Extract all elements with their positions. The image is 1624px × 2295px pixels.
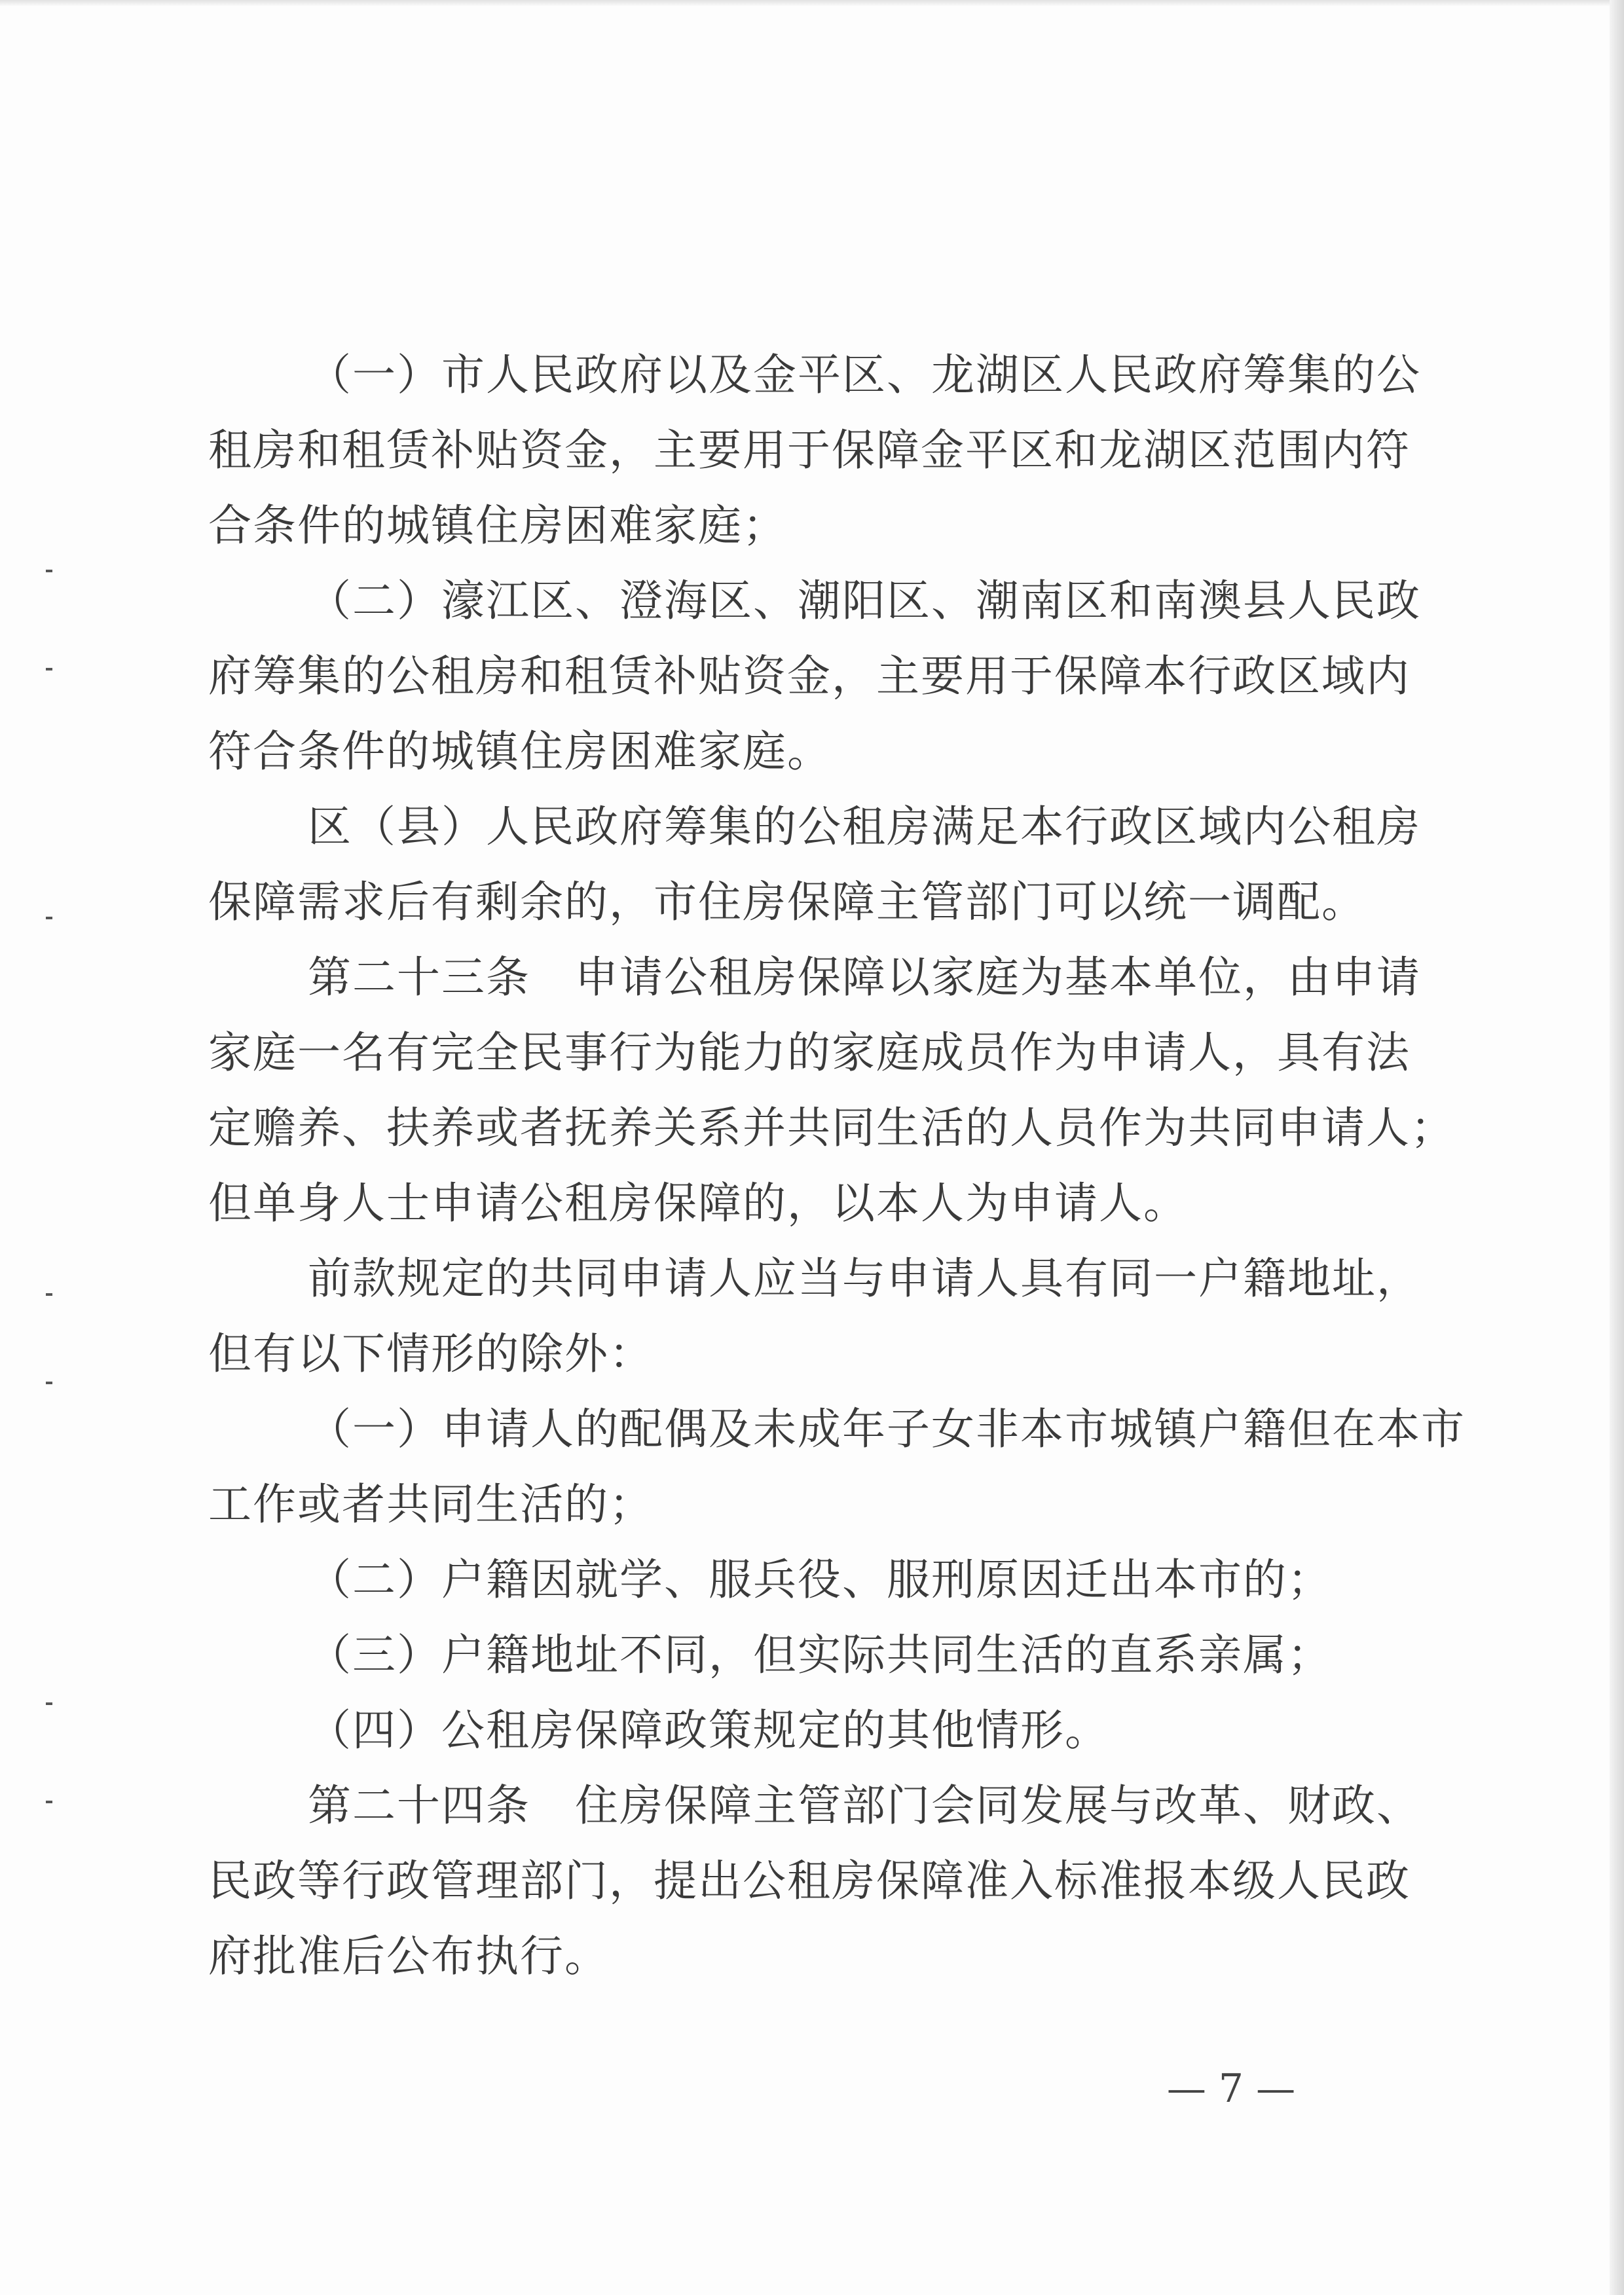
text-line: 府筹集的公租房和租赁补贴资金，主要用于保障本行政区域内 xyxy=(208,651,1411,701)
margin-mark xyxy=(46,1382,52,1384)
text-line: （三）户籍地址不同，但实际共同生活的直系亲属； xyxy=(308,1630,1332,1680)
margin-mark xyxy=(46,570,52,572)
text-line: 但单身人士申请公租房保障的，以本人为申请人。 xyxy=(208,1178,1188,1228)
text-line: 第二十四条 住房保障主管部门会同发展与改革、财政、 xyxy=(308,1780,1421,1831)
scan-right-edge xyxy=(1610,0,1624,2295)
text-line: 民政等行政管理部门，提出公租房保障准入标准报本级人民政 xyxy=(208,1856,1411,1906)
text-line: 家庭一名有完全民事行为能力的家庭成员作为申请人，具有法 xyxy=(208,1027,1411,1078)
page-number: — 7 — xyxy=(1166,2066,1296,2112)
text-line: 前款规定的共同申请人应当与申请人具有同一户籍地址， xyxy=(308,1253,1421,1304)
text-line: 租房和租赁补贴资金，主要用于保障金平区和龙湖区范围内符 xyxy=(208,425,1411,475)
text-line: 定赡养、扶养或者抚养关系并共同生活的人员作为共同申请人； xyxy=(208,1103,1455,1153)
margin-mark xyxy=(46,1801,52,1803)
text-line: 工作或者共同生活的； xyxy=(208,1479,654,1530)
text-line: 保障需求后有剩余的，市住房保障主管部门可以统一调配。 xyxy=(208,877,1366,927)
margin-mark xyxy=(46,917,52,919)
margin-mark xyxy=(46,1293,52,1296)
scan-top-edge xyxy=(0,0,1624,7)
text-line: 第二十三条 申请公租房保障以家庭为基本单位，由申请 xyxy=(308,952,1421,1002)
text-line: 但有以下情形的除外： xyxy=(208,1329,654,1379)
text-line: （四）公租房保障政策规定的其他情形。 xyxy=(308,1705,1109,1755)
text-line: （二）户籍因就学、服兵役、服刑原因迁出本市的； xyxy=(308,1554,1332,1605)
margin-mark xyxy=(46,668,52,670)
text-line: 府批准后公布执行。 xyxy=(208,1931,609,1981)
text-line: 符合条件的城镇住房困难家庭。 xyxy=(208,726,832,777)
text-line: （一）申请人的配偶及未成年子女非本市城镇户籍但在本市 xyxy=(308,1404,1466,1454)
margin-mark xyxy=(46,1702,52,1705)
text-line: （二）濠江区、澄海区、潮阳区、潮南区和南澳县人民政 xyxy=(308,576,1421,626)
text-line: 合条件的城镇住房困难家庭； xyxy=(208,500,787,551)
text-line: （一）市人民政府以及金平区、龙湖区人民政府筹集的公 xyxy=(308,350,1421,400)
text-line: 区（县）人民政府筹集的公租房满足本行政区域内公租房 xyxy=(308,801,1421,852)
